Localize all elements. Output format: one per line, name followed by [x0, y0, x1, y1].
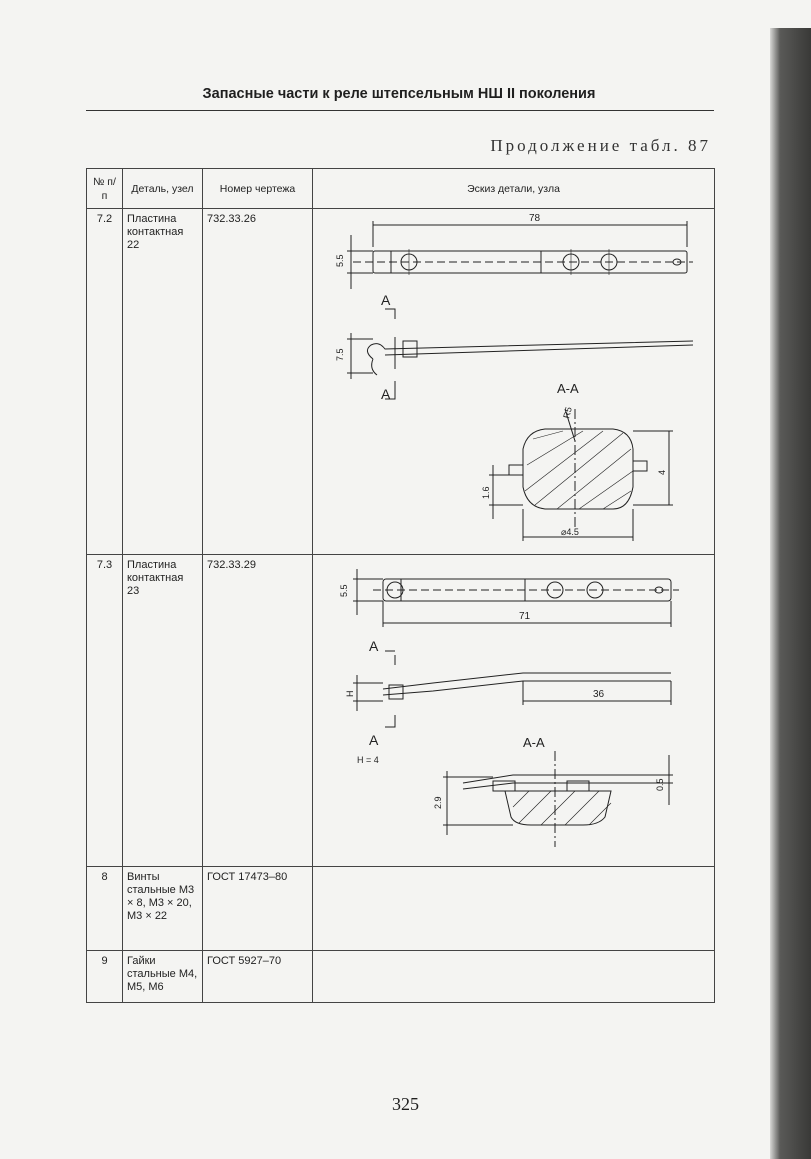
dim-side-label: 4: [657, 469, 667, 475]
dim-radius-label: R5: [561, 405, 574, 420]
row-detail: Пластина контактная 23: [123, 555, 203, 867]
dim-length-label: 78: [529, 213, 541, 224]
dim-height-label: 2.9: [433, 796, 443, 809]
row-sketch: [313, 209, 715, 555]
row-sketch: [313, 951, 715, 1003]
row-drawing-number: 732.33.29: [203, 555, 313, 867]
dim-diameter-label: ⌀4.5: [561, 527, 579, 537]
section-mark-bottom: А: [381, 386, 391, 402]
row-detail: Гайки стальные М4, М5, М6: [123, 951, 203, 1003]
col-header-sketch: Эскиз детали, узла: [313, 169, 715, 209]
sketch-plate-22: [313, 209, 713, 549]
table-row: [87, 951, 715, 1003]
section-mark-top: А: [381, 292, 391, 308]
section-title: А-А: [557, 381, 579, 396]
page-number: 325: [392, 1094, 419, 1114]
section-title: А-А: [523, 735, 545, 750]
page-header-title: Запасные части к реле штепсельным НШ II поколения: [202, 86, 596, 102]
row-detail: Пластина контактная 22: [123, 209, 203, 555]
h-value-label: H = 4: [357, 755, 379, 765]
row-num: 8: [87, 867, 123, 951]
row-drawing-number: ГОСТ 5927–70: [203, 951, 313, 1003]
col-header-detail: Деталь, узел: [123, 169, 203, 209]
section-mark-top: А: [369, 638, 379, 654]
section-mark-bottom: А: [369, 732, 379, 748]
col-header-drawing: Номер чертежа: [203, 169, 313, 209]
row-sketch: [313, 867, 715, 951]
dim-length-label: 71: [519, 611, 531, 622]
dim-thickness-label: 5.5: [335, 254, 345, 267]
header-rule: [86, 110, 714, 111]
dim-bend-label: 36: [593, 689, 605, 700]
row-num: 7.2: [87, 209, 123, 555]
table-row: [87, 867, 715, 951]
table-row: [87, 555, 715, 867]
row-detail: Винты стальные М3 × 8, М3 × 20, М3 × 22: [123, 867, 203, 951]
sketch-plate-23: [313, 555, 713, 861]
row-num: 9: [87, 951, 123, 1003]
dim-h-label: H: [345, 690, 355, 697]
spare-parts-table: [86, 168, 715, 1003]
dim-thickness-label: 5.5: [339, 584, 349, 597]
row-drawing-number: 732.33.26: [203, 209, 313, 555]
table-header-row: [87, 169, 715, 209]
dim-plate-label: 0.5: [655, 778, 665, 791]
row-num: 7.3: [87, 555, 123, 867]
row-drawing-number: ГОСТ 17473–80: [203, 867, 313, 951]
row-sketch: [313, 555, 715, 867]
col-header-num: № п/п: [87, 169, 123, 209]
table-continuation-label: Продолжение табл. 87: [490, 136, 711, 155]
dim-offset-label: 1.6: [481, 486, 491, 499]
scan-shadow-edge: [770, 28, 811, 1159]
dim-height-label: 7.5: [335, 348, 345, 361]
table-row: [87, 209, 715, 555]
